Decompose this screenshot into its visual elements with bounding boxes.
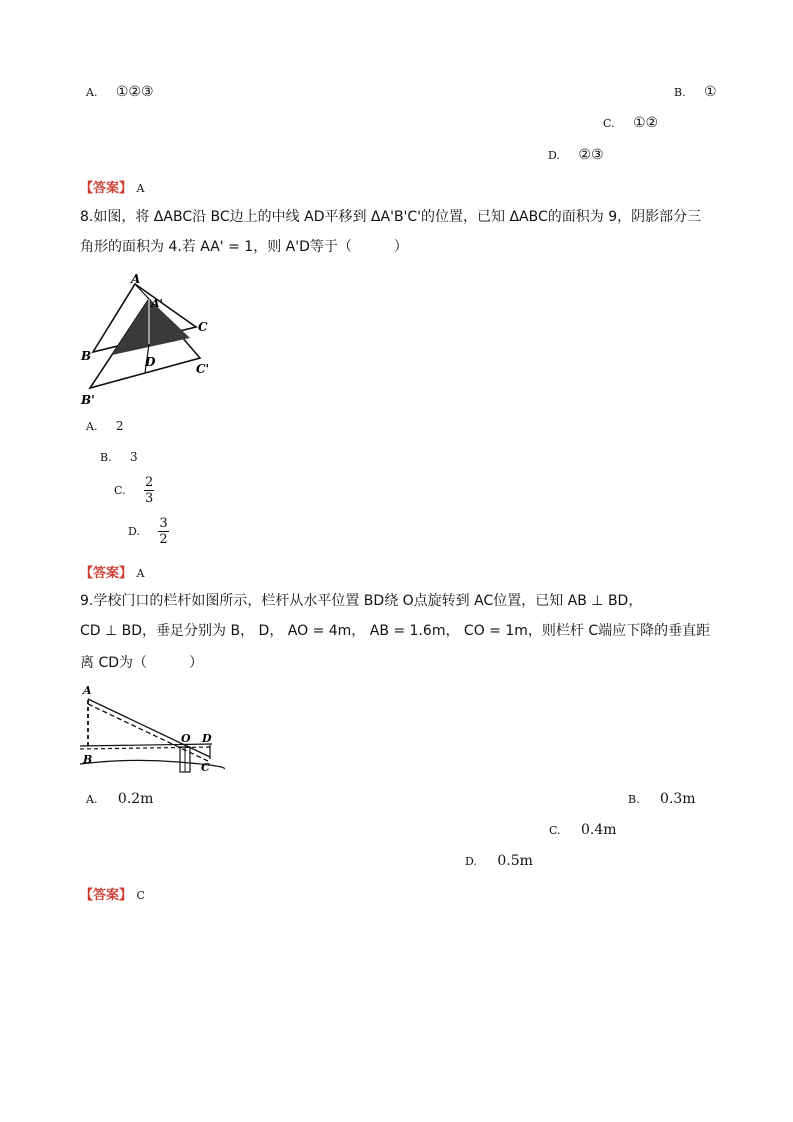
q8-answer <box>80 562 144 581</box>
option-value: 3 <box>130 450 138 464</box>
q9-text-line1: 9.学校门口的栏杆如图所示，栏杆从水平位置 BD绕 O点旋转到 AC位置，已知 AB ⊥ BD， <box>80 593 643 609</box>
label-b: B <box>81 349 92 363</box>
q9-option-b <box>628 791 696 807</box>
option-value: ① <box>704 84 717 100</box>
option-letter: A. <box>86 793 98 806</box>
q9-barrier-figure <box>78 683 228 778</box>
answer-value: A <box>136 567 145 580</box>
option-value: 2 <box>115 419 124 433</box>
fraction-denominator: 3 <box>144 491 154 506</box>
option-value: 0.5m <box>497 853 533 869</box>
label-b-prime: B' <box>81 393 95 407</box>
label-d: D <box>202 732 212 745</box>
option-value: 0.4m <box>580 822 617 838</box>
q9-text-line3: 离 CD为（ ） <box>80 655 204 671</box>
label-a: A <box>131 272 141 286</box>
option-letter: D. <box>128 525 140 538</box>
option-value: ②③ <box>578 147 604 163</box>
option-value: 0.3m <box>660 791 696 807</box>
option-letter: D. <box>465 855 477 868</box>
label-d: D <box>145 355 156 369</box>
q9-option-a <box>86 791 153 807</box>
option-letter: B. <box>628 793 640 806</box>
q8-option-a <box>86 418 124 434</box>
fraction-numerator: 3 <box>159 516 168 531</box>
q8-text-line1: 8.如图，将 ΔABC沿 BC边上的中线 AD平移到 ΔA'B'C'的位置，已知 ΔABC的面积为 9，阴影部分三 <box>80 209 702 225</box>
answer-value: A <box>136 182 145 195</box>
option-value: ①② <box>632 115 659 131</box>
option-letter: C. <box>549 824 561 837</box>
answer-label: 【答案】 <box>80 566 133 581</box>
q9-option-c <box>549 822 617 838</box>
q7-option-b <box>674 84 717 100</box>
option-fraction <box>158 517 168 546</box>
q9-text-line2: CD ⊥ BD，垂足分别为 B， D， AO = 4m， AB = 1.6m， CO = 1m，则栏杆 C端应下降的垂直距 <box>80 623 711 639</box>
label-c-prime: C' <box>196 362 210 376</box>
q8-text-line2: 角形的面积为 4.若 AA' = 1，则 A'D等于（ ） <box>80 239 408 255</box>
q7-option-c <box>603 115 658 131</box>
label-o: O <box>181 732 191 745</box>
label-b: B <box>83 753 93 766</box>
option-letter: B. <box>100 451 112 464</box>
label-a-prime: A' <box>151 297 163 310</box>
q7-option-d <box>548 147 604 163</box>
q8-option-b <box>100 449 138 465</box>
fraction-numerator: 2 <box>144 475 154 490</box>
label-c: C <box>201 761 210 774</box>
option-letter: A. <box>86 420 98 433</box>
option-letter: B. <box>674 86 686 99</box>
option-letter: C. <box>603 117 615 130</box>
option-letter: C. <box>114 484 126 497</box>
q7-answer <box>80 177 144 196</box>
option-value: ①②③ <box>115 84 154 100</box>
q8-option-d <box>128 517 169 546</box>
fraction-denominator: 2 <box>159 532 168 547</box>
option-letter: A. <box>86 86 98 99</box>
option-value: 0.2m <box>117 791 154 807</box>
bar-bd-top <box>80 744 212 746</box>
q8-triangle-figure <box>78 270 228 410</box>
option-letter: D. <box>548 149 560 162</box>
label-a: A <box>83 684 92 697</box>
q8-option-c <box>114 476 154 505</box>
q9-option-d <box>465 853 533 869</box>
answer-label: 【答案】 <box>80 181 133 196</box>
bar-ac-top <box>88 699 210 757</box>
option-fraction <box>144 476 154 505</box>
answer-value: C <box>136 889 145 902</box>
q7-option-a <box>86 84 154 100</box>
q9-answer <box>80 884 145 903</box>
answer-label: 【答案】 <box>80 888 133 903</box>
label-c: C <box>198 320 208 334</box>
